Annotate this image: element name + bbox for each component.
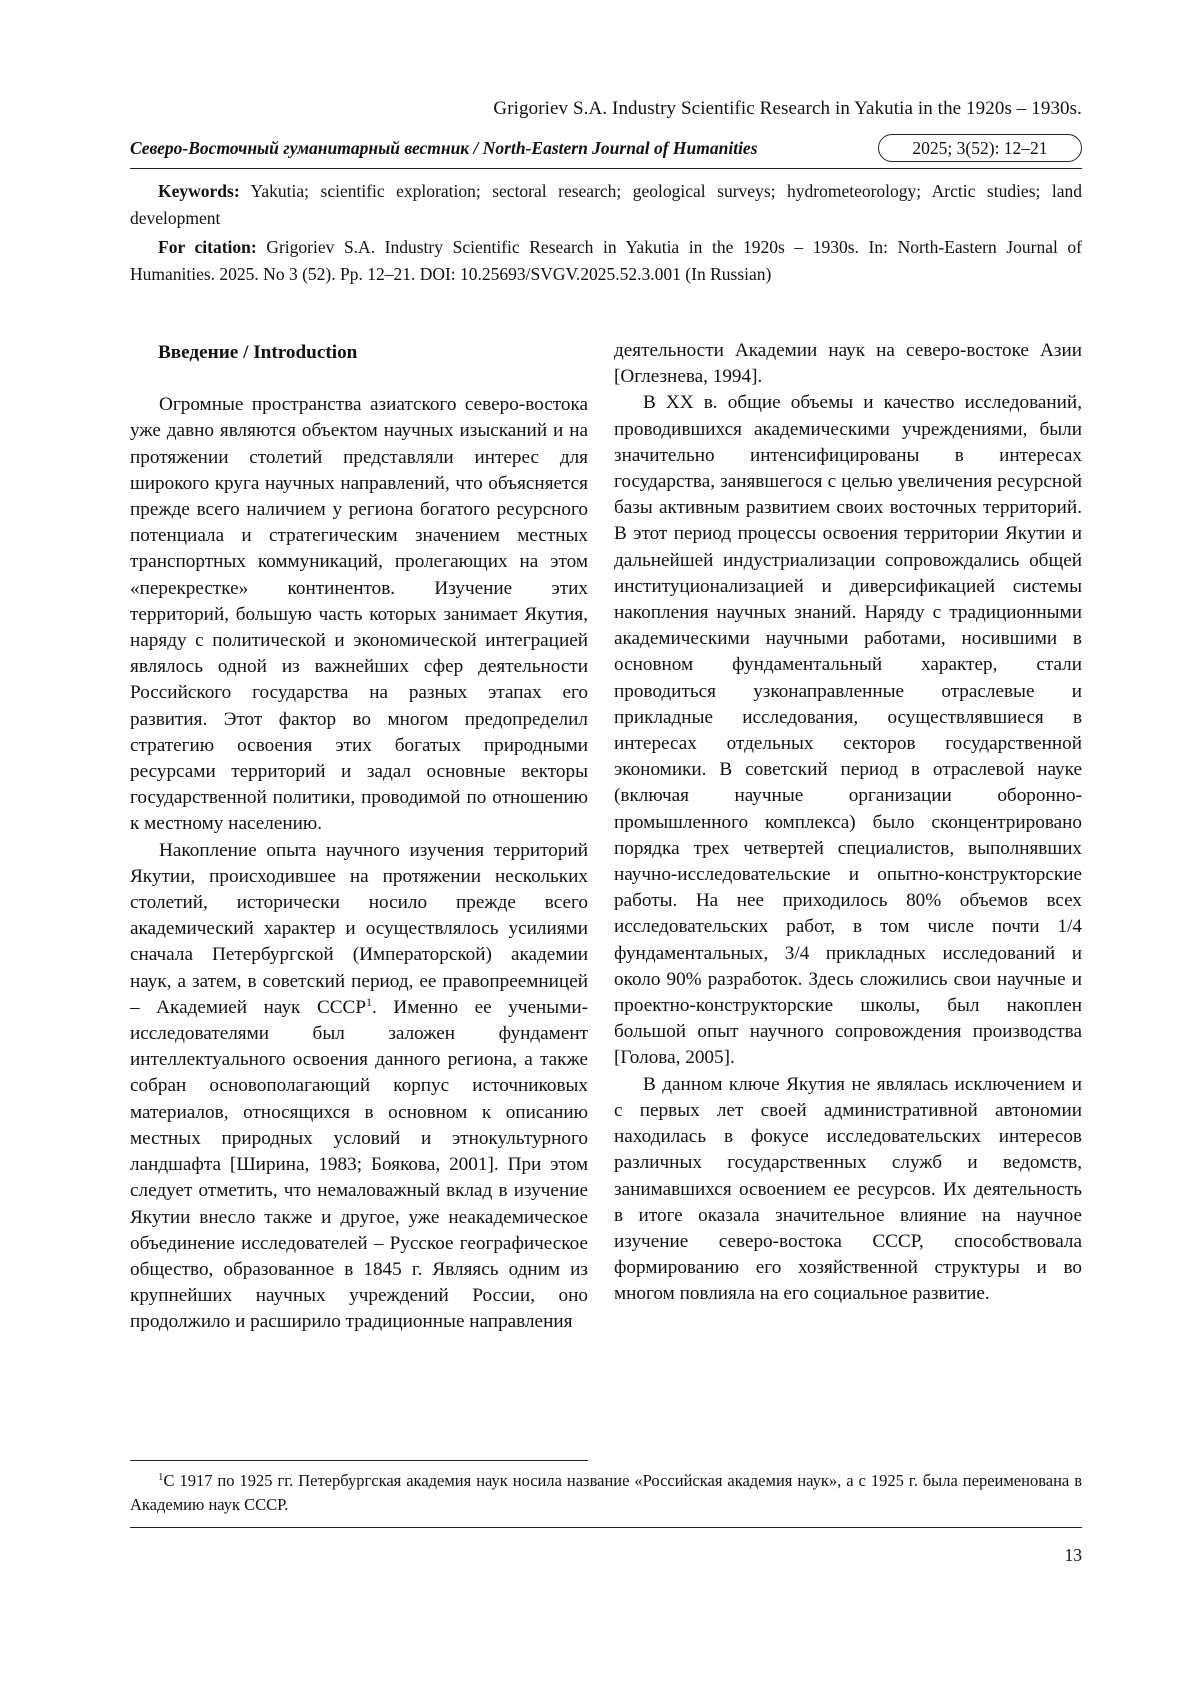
section-heading: Введение / Introduction [158, 342, 358, 363]
keywords-block [130, 178, 1082, 232]
citation-text: Grigoriev S.A. Industry Scientific Research in Yakutia in the 1920s – 1930s. In: North-Eastern Journal of Humanities. 2025. No 3 (52). Pp. 12–21. DOI: 10.25693/SVGV.2025.52.3.001 (In Russian) [130, 237, 1082, 284]
paragraph: В XX в. общие объемы и качество исследований, проводившихся академическими учреждениями, были значительно интенсифицированы в интересах государства, занявшегося с целью увеличения ресурсной базы активным развитием своих восточных территорий. В этот период процессы освоения территории Якутии и дальнейшей индустриализации сопровождались общей институционализацией и диверсификацией системы накопления научных знаний. Наряду с традиционными академическими научными работами, носившими в основном фундаментальный характер, стали проводиться узконаправленные отраслевые и прикладные исследования, осуществлявшиеся в интересах отдельных секторов государственной экономики. В советский период в отраслевой науке (включая научные организации оборонно-промышленного комплекса) было сконцентрировано порядка трех четвертей специалистов, выполнявших научно-исследовательские и опытно-конструкторские работы. На нее приходилось 80% объемов всех исследовательских работ, в том числе почти 1/4 фундаментальных, 3/4 прикладных исследований и около 90% разработок. Здесь сложились свои научные и проектно-конструкторские школы, был накоплен большой опыт научного сопровождения производства [Голова, 2005]. [614, 392, 1082, 1069]
keywords-label: Keywords: [158, 181, 240, 201]
citation-block [130, 234, 1082, 288]
paragraph: деятельности Академии наук на северо-востоке Азии [Оглезнева, 1994]. [614, 340, 1082, 388]
footnote-reference[interactable]: 1 [366, 994, 373, 1009]
page-number: 13 [1064, 1545, 1082, 1565]
paragraph: Огромные пространства азиатского северо-востока уже давно являются объектом научных изысканий и на протяжении столетий представляли интерес для широкого круга научных направлений, что объясняется прежде всего наличием у региона богатого ресурсного потенциала и стратегическим значением местных транспортных коммуникаций, пролегающих на этом «перекрестке» континентов. Изучение этих территорий, большую часть которых занимает Якутия, наряду с политической и экономической интеграцией являлось одной из важнейших сфер деятельности Российского государства на разных этапах его развития. Этот фактор во многом предопределил стратегию освоения этих богатых природными ресурсами территорий и задал основные векторы государственной политики, проводимой по отношению к местному населению. [130, 394, 588, 835]
footnote-divider [130, 1460, 588, 1461]
running-title: Grigoriev S.A. Industry Scientific Research in Yakutia in the 1920s – 1930s. [493, 98, 1082, 119]
paragraph: В данном ключе Якутия не являлась исключением и с первых лет своей административной автономии находилась в фокусе исследовательских интересов различных государственных служб и ведомств, занимавшихся освоением ее ресурсов. Их деятельность в итоге оказала значительное влияние на научное изучение северо-востока СССР, способствовала формированию его хозяйственной структуры и во многом повлияла на его социальное развитие. [614, 1073, 1082, 1305]
footnote [130, 1465, 1082, 1517]
footnote-text: С 1917 по 1925 гг. Петербургская академия наук носила название «Российская академия наук», а с 1925 г. была переименована в Академию наук СССР. [130, 1471, 1082, 1514]
journal-header [130, 134, 1082, 169]
left-column [130, 340, 588, 1336]
paragraph: Накопление опыта научного изучения территорий Якутии, происходившее на протяжении нескольких столетий, исторически носило прежде всего академический характер и осуществлялось усилиями сначала Петербургской (Императорской) академии наук, а затем, в советский период, ее правопреемницей – Академией наук СССР$^1$. Именно ее учеными-исследователями был заложен фундамент интеллектуального освоения данного региона, а также собран основополагающий корпус источниковых материалов, относящихся в основном к описанию местных природных условий и этнокультурного ландшафта [Ширина, 1983; Боякова, 2001]. При этом следует отметить, что немаловажный вклад в изучение Якутии внесло также и другое, уже неакадемическое объединение исследователей – Русское географическое общество, образованное в 1845 г. Являясь одним из крупнейших научных учреждений России, оно продолжило и расширило традиционные направления [130, 839, 588, 1333]
footnote-mark: 1 [158, 1471, 164, 1483]
issue-badge: 2025; 3(52): 12–21 [878, 134, 1082, 162]
keywords-text: Yakutia; scientific exploration; sectoral research; geological surveys; hydrometeorology; Arctic studies; land development [130, 181, 1082, 228]
bottom-rule [130, 1527, 1082, 1528]
citation-label: For citation: [158, 237, 257, 257]
journal-name: Северо-Восточный гуманитарный вестник / North-Eastern Journal of Humanities [130, 138, 758, 158]
right-column [614, 338, 1082, 1308]
